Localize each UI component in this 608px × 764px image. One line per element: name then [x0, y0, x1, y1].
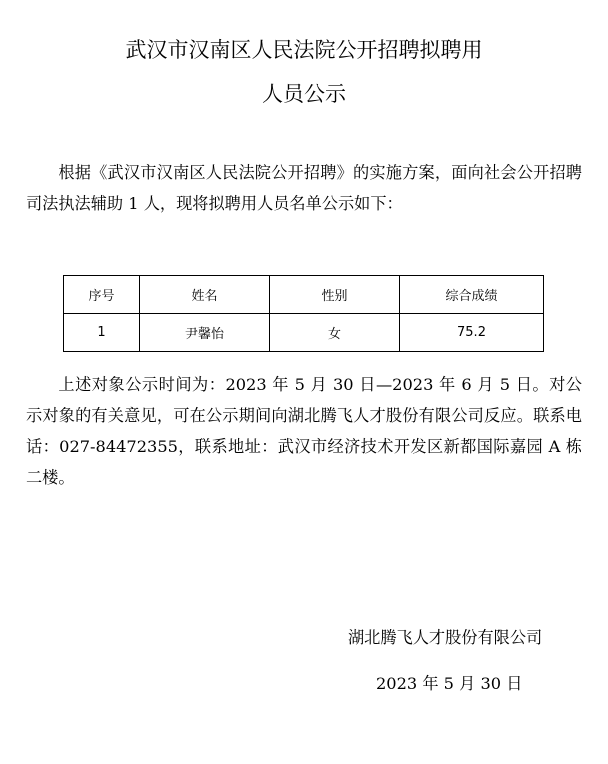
notice-paragraph: 上述对象公示时间为：2023 年 5 月 30 日—2023 年 6 月 5 日。对公示对象的有关意见，可在公示期间向湖北腾飞人才股份有限公司反应。联系电话：027-84472355，联系地址：武汉市经济技术开发区新都国际嘉园 A 栋二楼。 [26, 375, 582, 487]
header-name: 姓名 [140, 276, 270, 314]
cell-gender: 女 [270, 314, 400, 352]
table-header-row [64, 276, 544, 314]
signature-date: 2023 年 5 月 30 日 [376, 674, 523, 693]
header-gender: 性别 [270, 276, 400, 314]
title-line-2: 人员公示 [262, 82, 346, 106]
header-total-score: 综合成绩 [400, 276, 544, 314]
cell-serial-number: 1 [64, 314, 140, 352]
intro-paragraph: 根据《武汉市汉南区人民法院公开招聘》的实施方案，面向社会公开招聘司法执法辅助 1 人，现将拟聘用人员名单公示如下： [26, 163, 582, 213]
cell-total-score: 75.2 [400, 314, 544, 352]
cell-name: 尹馨怡 [140, 314, 270, 352]
title-line-1: 武汉市汉南区人民法院公开招聘拟聘用 [125, 38, 483, 62]
signature-company: 湖北腾飞人才股份有限公司 [348, 628, 543, 647]
header-serial-number: 序号 [64, 276, 140, 314]
table-row [64, 314, 544, 352]
candidate-table [63, 275, 544, 352]
